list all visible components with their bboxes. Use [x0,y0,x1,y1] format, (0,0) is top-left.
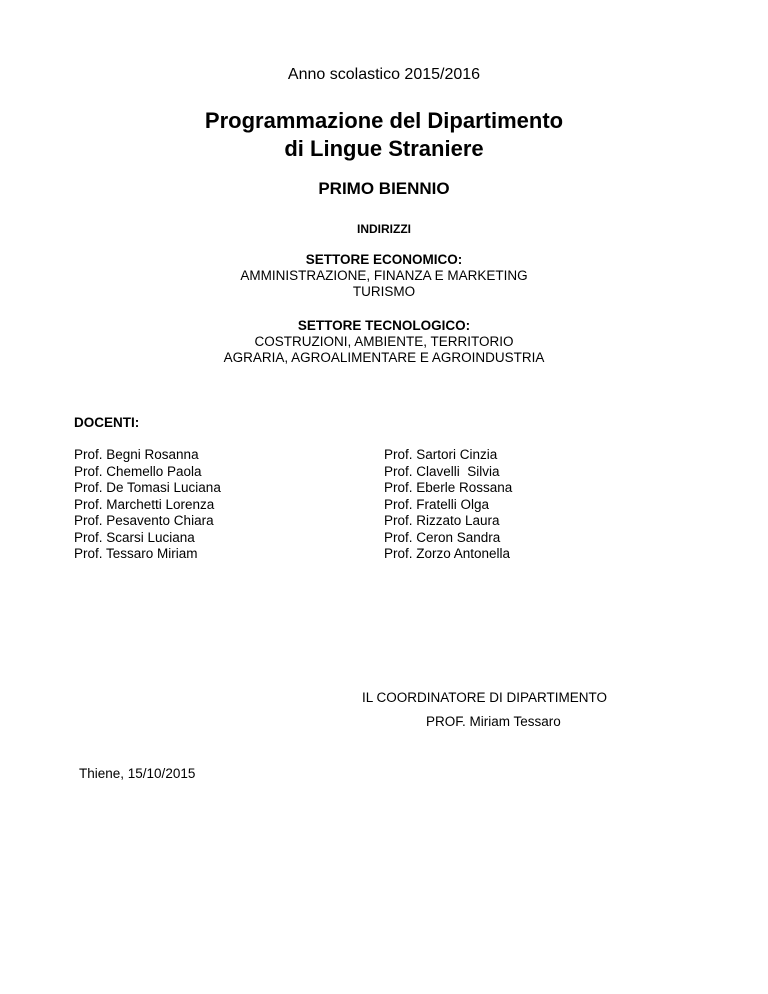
document-title [0,107,768,163]
coordinator-name: PROF. Miriam Tessaro [426,714,561,729]
indirizzi-heading: INDIRIZZI [357,222,411,236]
teacher-name: Prof. Eberle Rossana [384,480,513,495]
sector-line: TURISMO [352,284,416,299]
school-year: Anno scolastico 2015/2016 [287,66,481,83]
sector-heading: SETTORE ECONOMICO: [305,252,463,267]
docenti-heading: DOCENTI: [74,415,140,430]
sector-tecnologico [0,318,768,366]
teacher-name: Prof. Begni Rosanna [74,447,199,462]
docenti-list-right [384,447,512,563]
teacher-name: Prof. Chemello Paola [74,463,202,479]
sector-line: AMMINISTRAZIONE, FINANZA E MARKETING [240,268,528,283]
teacher-name: Prof. Scarsi Luciana [74,529,195,545]
sector-economico [0,252,768,300]
sector-heading: SETTORE TECNOLOGICO: [297,318,471,333]
biennio-heading: PRIMO BIENNIO [318,179,450,198]
teacher-name: Prof. Clavelli Silvia [384,463,500,479]
docenti-list-left [74,447,221,563]
title-line-1: Programmazione del Dipartimento [204,108,564,133]
teacher-name: Prof. Ceron Sandra [384,529,501,545]
teacher-name: Prof. Pesavento Chiara [74,513,214,528]
teacher-name: Prof. Fratelli Olga [384,496,490,512]
teacher-name: Prof. Tessaro Miriam [74,546,198,561]
title-line-2: di Lingue Straniere [284,136,484,161]
teacher-name: Prof. De Tomasi Luciana [74,480,221,495]
coordinator-label: IL COORDINATORE DI DIPARTIMENTO [362,690,608,705]
sector-line: COSTRUZIONI, AMBIENTE, TERRITORIO [254,334,514,349]
sector-line: AGRARIA, AGROALIMENTARE E AGROINDUSTRIA [223,350,545,365]
teacher-name: Prof. Sartori Cinzia [384,447,498,462]
teacher-name: Prof. Zorzo Antonella [384,546,511,561]
place-date: Thiene, 15/10/2015 [79,766,196,781]
teacher-name: Prof. Rizzato Laura [384,513,500,528]
teacher-name: Prof. Marchetti Lorenza [74,496,215,512]
